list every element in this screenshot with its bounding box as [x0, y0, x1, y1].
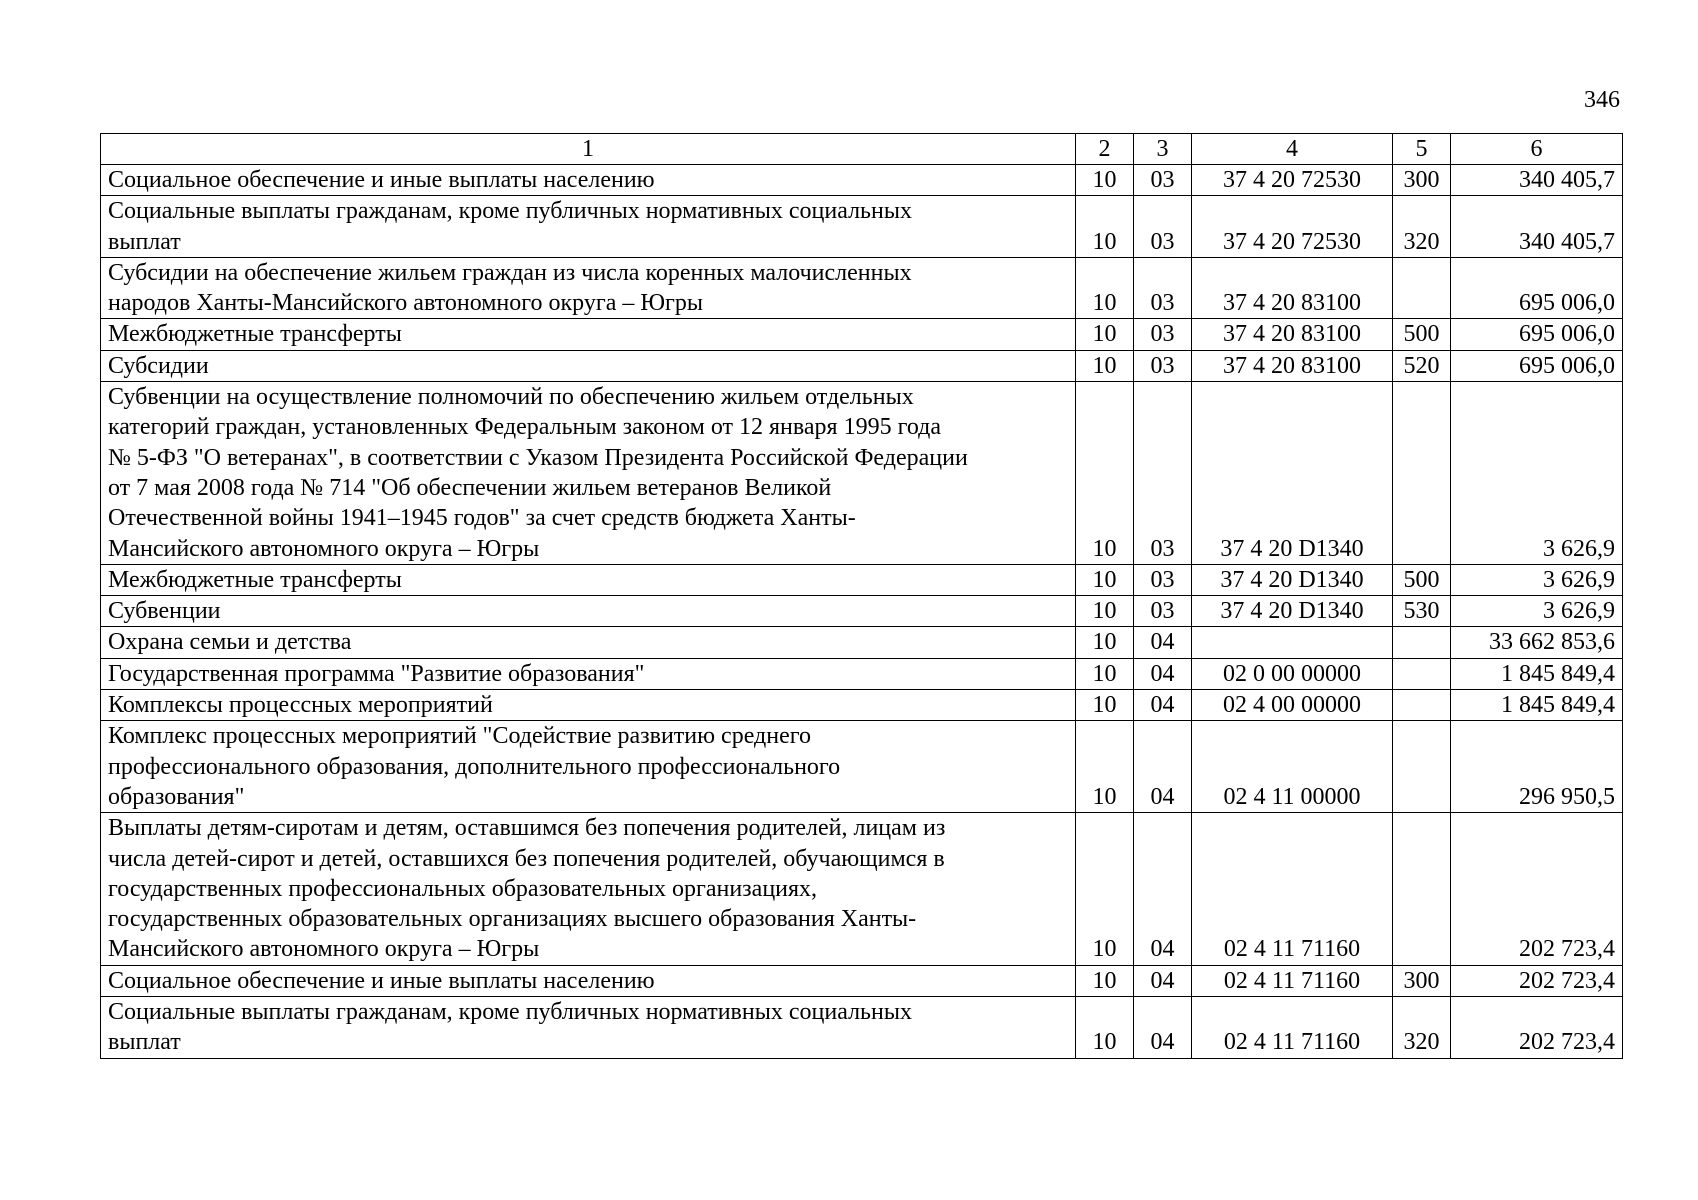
amount-cell: 296 950,5: [1451, 721, 1623, 813]
target-article-cell: 37 4 20 D1340: [1192, 596, 1393, 627]
expense-type-cell: [1393, 813, 1451, 965]
target-article-cell: 37 4 20 83100: [1192, 257, 1393, 319]
amount-cell: 695 006,0: [1451, 257, 1623, 319]
subsection-code-cell: 03: [1134, 564, 1192, 595]
amount-cell: 202 723,4: [1451, 813, 1623, 965]
subsection-code-cell: 03: [1134, 257, 1192, 319]
table-row: [101, 165, 1623, 196]
subsection-code-cell: 03: [1134, 350, 1192, 381]
subsection-code-cell: 04: [1134, 627, 1192, 658]
target-article-cell: 02 4 11 71160: [1192, 965, 1393, 996]
table-row: [101, 382, 1623, 565]
section-code-cell: 10: [1076, 165, 1134, 196]
subsection-code-cell: 03: [1134, 196, 1192, 258]
amount-cell: 3 626,9: [1451, 564, 1623, 595]
target-article-cell: 37 4 20 83100: [1192, 319, 1393, 350]
amount-cell: 340 405,7: [1451, 196, 1623, 258]
target-article-cell: [1192, 627, 1393, 658]
subsection-code-cell: 04: [1134, 965, 1192, 996]
subsection-code-cell: 03: [1134, 382, 1192, 565]
target-article-cell: 02 0 00 00000: [1192, 658, 1393, 689]
section-code-cell: 10: [1076, 965, 1134, 996]
row-name-cell: Социальные выплаты гражданам, кроме публичных нормативных социальных выплат: [101, 997, 1076, 1059]
expense-type-cell: [1393, 382, 1451, 565]
header-cell-1: 1: [101, 134, 1076, 165]
expense-type-cell: 500: [1393, 319, 1451, 350]
section-code-cell: 10: [1076, 813, 1134, 965]
row-name-cell: Межбюджетные трансферты: [101, 319, 1076, 350]
header-cell-3: 3: [1134, 134, 1192, 165]
target-article-cell: 37 4 20 D1340: [1192, 564, 1393, 595]
amount-cell: 695 006,0: [1451, 350, 1623, 381]
subsection-code-cell: 04: [1134, 721, 1192, 813]
amount-cell: 340 405,7: [1451, 165, 1623, 196]
target-article-cell: 37 4 20 72530: [1192, 165, 1393, 196]
table-row: [101, 627, 1623, 658]
row-name-cell: Межбюджетные трансферты: [101, 564, 1076, 595]
amount-cell: 695 006,0: [1451, 319, 1623, 350]
table-row: [101, 596, 1623, 627]
expense-type-cell: [1393, 658, 1451, 689]
expense-type-cell: [1393, 257, 1451, 319]
expense-type-cell: [1393, 721, 1451, 813]
row-name-cell: Субсидии: [101, 350, 1076, 381]
section-code-cell: 10: [1076, 596, 1134, 627]
subsection-code-cell: 04: [1134, 997, 1192, 1059]
table-row: [101, 350, 1623, 381]
row-name-cell: Социальное обеспечение и иные выплаты населению: [101, 165, 1076, 196]
target-article-cell: 02 4 00 00000: [1192, 690, 1393, 721]
section-code-cell: 10: [1076, 721, 1134, 813]
section-code-cell: 10: [1076, 658, 1134, 689]
section-code-cell: 10: [1076, 627, 1134, 658]
target-article-cell: 37 4 20 72530: [1192, 196, 1393, 258]
section-code-cell: 10: [1076, 564, 1134, 595]
table-row: [101, 257, 1623, 319]
subsection-code-cell: 04: [1134, 658, 1192, 689]
row-name-cell: Выплаты детям-сиротам и детям, оставшимся без попечения родителей, лицам из числа детей-сирот и детей, оставшихся без попечения родителей, обучающимся в государственных профессиональных образовательных организациях, государственных образовательных организациях высшего образования Ханты- Мансийского автономного округа – Югры: [101, 813, 1076, 965]
table-row: [101, 813, 1623, 965]
header-cell-5: 5: [1393, 134, 1451, 165]
table-row: [101, 721, 1623, 813]
section-code-cell: 10: [1076, 196, 1134, 258]
table-row: [101, 965, 1623, 996]
header-cell-6: 6: [1451, 134, 1623, 165]
section-code-cell: 10: [1076, 257, 1134, 319]
subsection-code-cell: 04: [1134, 690, 1192, 721]
table-row: [101, 997, 1623, 1059]
expense-type-cell: 320: [1393, 997, 1451, 1059]
subsection-code-cell: 03: [1134, 596, 1192, 627]
expense-type-cell: 300: [1393, 965, 1451, 996]
amount-cell: 202 723,4: [1451, 965, 1623, 996]
section-code-cell: 10: [1076, 382, 1134, 565]
row-name-cell: Субвенции: [101, 596, 1076, 627]
row-name-cell: Субсидии на обеспечение жильем граждан из числа коренных малочисленных народов Ханты-Мансийского автономного округа – Югры: [101, 257, 1076, 319]
target-article-cell: 37 4 20 83100: [1192, 350, 1393, 381]
section-code-cell: 10: [1076, 690, 1134, 721]
amount-cell: 202 723,4: [1451, 997, 1623, 1059]
amount-cell: 1 845 849,4: [1451, 690, 1623, 721]
expense-type-cell: 500: [1393, 564, 1451, 595]
row-name-cell: Социальное обеспечение и иные выплаты населению: [101, 965, 1076, 996]
header-cell-4: 4: [1192, 134, 1393, 165]
subsection-code-cell: 04: [1134, 813, 1192, 965]
table-row: [101, 196, 1623, 258]
table-row: [101, 690, 1623, 721]
expense-type-cell: 520: [1393, 350, 1451, 381]
amount-cell: 3 626,9: [1451, 596, 1623, 627]
amount-cell: 1 845 849,4: [1451, 658, 1623, 689]
target-article-cell: 37 4 20 D1340: [1192, 382, 1393, 565]
expense-type-cell: 300: [1393, 165, 1451, 196]
table-row: [101, 564, 1623, 595]
subsection-code-cell: 03: [1134, 319, 1192, 350]
target-article-cell: 02 4 11 00000: [1192, 721, 1393, 813]
row-name-cell: Социальные выплаты гражданам, кроме публичных нормативных социальных выплат: [101, 196, 1076, 258]
section-code-cell: 10: [1076, 350, 1134, 381]
table-row: [101, 658, 1623, 689]
expense-type-cell: 320: [1393, 196, 1451, 258]
page-number: 346: [1584, 87, 1620, 113]
header-cell-2: 2: [1076, 134, 1134, 165]
subsection-code-cell: 03: [1134, 165, 1192, 196]
row-name-cell: Комплексы процессных мероприятий: [101, 690, 1076, 721]
expense-type-cell: [1393, 627, 1451, 658]
section-code-cell: 10: [1076, 997, 1134, 1059]
target-article-cell: 02 4 11 71160: [1192, 997, 1393, 1059]
section-code-cell: 10: [1076, 319, 1134, 350]
row-name-cell: Охрана семьи и детства: [101, 627, 1076, 658]
amount-cell: 33 662 853,6: [1451, 627, 1623, 658]
row-name-cell: Комплекс процессных мероприятий "Содействие развитию среднего профессионального образования, дополнительного профессионального образования": [101, 721, 1076, 813]
target-article-cell: 02 4 11 71160: [1192, 813, 1393, 965]
amount-cell: 3 626,9: [1451, 382, 1623, 565]
expense-type-cell: 530: [1393, 596, 1451, 627]
table-header-row: [101, 134, 1623, 165]
row-name-cell: Субвенции на осуществление полномочий по обеспечению жильем отдельных категорий граждан, установленных Федеральным законом от 12 января 1995 года № 5-ФЗ "О ветеранах", в соответствии с Указом Президента Российской Федерации от 7 мая 2008 года № 714 "Об обеспечении жильем ветеранов Великой Отечественной войны 1941–1945 годов" за счет средств бюджета Ханты- Мансийского автономного округа – Югры: [101, 382, 1076, 565]
table-row: [101, 319, 1623, 350]
expense-type-cell: [1393, 690, 1451, 721]
budget-table: [100, 133, 1623, 1059]
row-name-cell: Государственная программа "Развитие образования": [101, 658, 1076, 689]
